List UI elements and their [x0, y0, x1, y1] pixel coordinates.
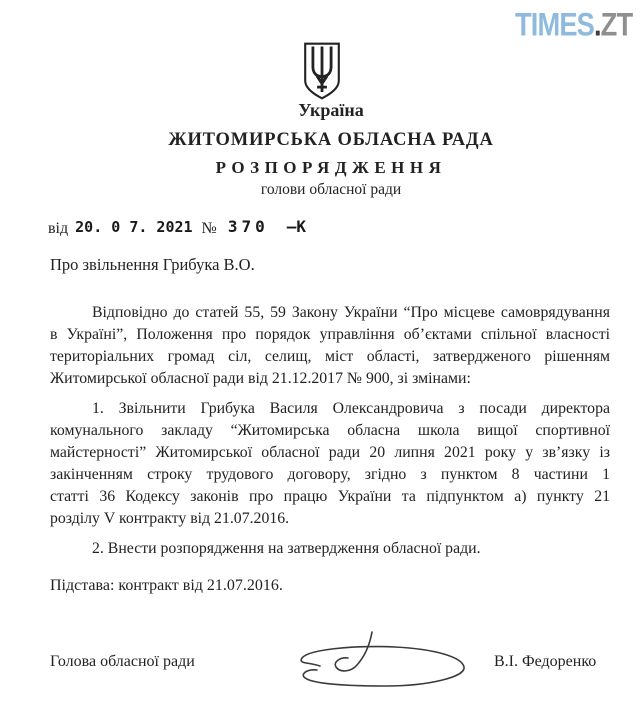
date-stamp: 20. 0 7. 2021: [75, 218, 193, 236]
ukraine-trident-emblem-icon: [301, 41, 343, 106]
text-line: комунального закладу “Житомирська обласна школа вищої спортивної: [50, 422, 610, 439]
document-subject: Про звільнення Грибука В.О.: [50, 255, 255, 274]
date-number-line: [48, 218, 306, 238]
number-stamp: 370: [227, 217, 269, 236]
text-line: 1. Звільнити Грибука Василя Олександровича з посади директора: [92, 400, 610, 417]
series-stamp: –К: [286, 217, 306, 236]
logo-dot-text: .: [593, 6, 601, 43]
text-line: 2. Внести розпорядження на затвердження обласної ради.: [92, 540, 481, 557]
country-title: Україна: [298, 100, 364, 120]
intro-paragraph: [50, 302, 610, 390]
date-prefix-label: від: [48, 220, 69, 237]
text-line: розділу V контракту від 21.07.2016.: [50, 510, 290, 527]
document-body: [50, 302, 610, 560]
text-line: Житомирської обласної ради від 21.12.2017 № 900, зі змінами:: [50, 370, 471, 387]
basis-line: Підстава: контракт від 21.07.2016.: [50, 577, 283, 594]
text-line: в Україні”, Положення про порядок управління об’єктами спільної власності: [50, 326, 610, 343]
text-line: майстерності” Житомирської обласної ради 20 липня 2021 року у зв’язку із: [50, 444, 610, 461]
signer-position-label: Голова обласної ради: [50, 653, 195, 670]
handwritten-signature: [290, 626, 480, 703]
times-zt-watermark: [515, 6, 632, 44]
document-type-title: РОЗПОРЯДЖЕННЯ: [215, 158, 447, 177]
text-line: Відповідно до статей 55, 59 Закону України “Про місцеве самоврядування: [92, 304, 610, 321]
organization-title: ЖИТОМИРСЬКА ОБЛАСНА РАДА: [168, 130, 494, 150]
text-line: статті 36 Кодексу законів про працю України та підпунктом а) пункту 21: [50, 488, 610, 505]
text-line: територіальних громад сіл, селищ, міст області, затвердженого рішенням: [50, 348, 610, 365]
number-sign: №: [201, 220, 217, 237]
signer-name: В.І. Федоренко: [494, 653, 597, 670]
item-1-paragraph: [50, 398, 610, 530]
logo-times-text: TIMES: [514, 6, 594, 43]
logo-zt-text: ZT: [600, 6, 632, 43]
document-subtitle: голови обласної ради: [260, 181, 402, 198]
item-2-paragraph: [50, 538, 610, 560]
text-line: закінченням строку трудового договору, згідно з пунктом 8 частини 1: [50, 466, 610, 483]
